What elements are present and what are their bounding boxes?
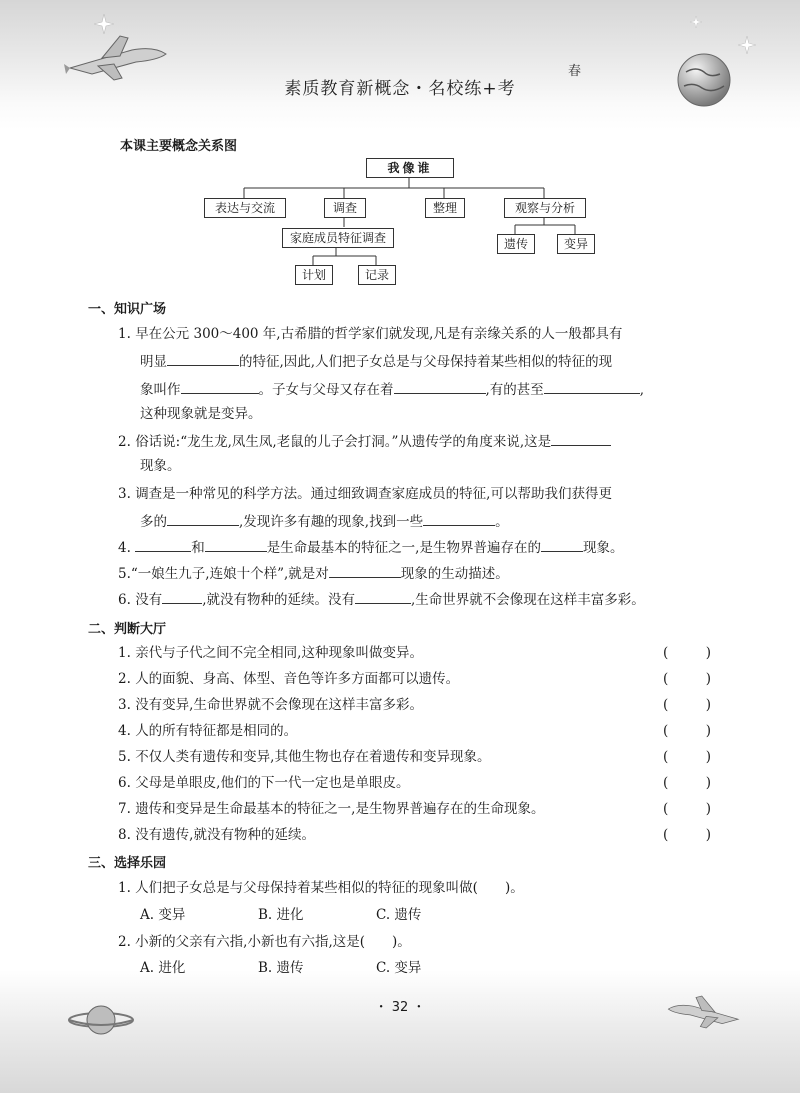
page-title: 素质教育新概念・名校练+考 bbox=[284, 79, 516, 99]
answer-parens[interactable]: ( ) bbox=[663, 801, 711, 817]
concept-node-plan: 计划 bbox=[295, 265, 333, 285]
choice-question-1: 1. 人们把子女总是与父母保持着某些相似的特征的现象叫做( )。 bbox=[118, 880, 524, 896]
q4-line: 4. 和 是生命最基本的特征之一,是生物界普遍存在的 现象。 bbox=[118, 536, 623, 558]
choice-question-2: 2. 小新的父亲有六指,小新也有六指,这是( )。 bbox=[118, 934, 411, 950]
q6-line: 6. 没有 ,就没有物种的延续。没有 ,生命世界就不会像现在这样丰富多彩。 bbox=[118, 588, 645, 610]
judge-item: 7. 遗传和变异是生命最基本的特征之一,是生物界普遍存在的生命现象。 bbox=[118, 801, 545, 817]
q1-line-4: 这种现象就是变异。 bbox=[140, 406, 262, 422]
answer-parens[interactable]: ( ) bbox=[663, 827, 711, 843]
q1-line-3: 象叫作 。子女与父母又存在着 ,有的甚至 , bbox=[140, 378, 644, 400]
concept-node-survey: 调查 bbox=[324, 198, 366, 218]
choice-option[interactable]: A. 进化 bbox=[140, 960, 186, 976]
choice-option[interactable]: C. 遗传 bbox=[376, 907, 422, 923]
q2-line-1: 2. 俗话说:“龙生龙,凤生凤,老鼠的儿子会打洞。”从遗传学的角度来说,这是 bbox=[118, 430, 611, 452]
answer-parens[interactable]: ( ) bbox=[663, 723, 711, 739]
q1-line-1: 1. 早在公元 300～400 年,古希腊的哲学家们就发现,凡是有亲缘关系的人一般都具有 bbox=[118, 326, 623, 342]
concept-node-organize: 整理 bbox=[425, 198, 465, 218]
judge-item: 1. 亲代与子代之间不完全相同,这种现象叫做变异。 bbox=[118, 645, 423, 661]
q2-line-2: 现象。 bbox=[140, 458, 181, 474]
fill-blank[interactable] bbox=[167, 350, 239, 366]
fill-blank[interactable] bbox=[551, 430, 611, 446]
concept-node-family: 家庭成员特征调查 bbox=[282, 228, 394, 248]
q3-line-1: 3. 调查是一种常见的科学方法。通过细致调查家庭成员的特征,可以帮助我们获得更 bbox=[118, 486, 612, 502]
judge-item: 6. 父母是单眼皮,他们的下一代一定也是单眼皮。 bbox=[118, 775, 410, 791]
concept-root: 我像谁 bbox=[366, 158, 454, 178]
answer-parens[interactable]: ( ) bbox=[663, 749, 711, 765]
concept-map-connectors bbox=[0, 0, 800, 300]
fill-blank[interactable] bbox=[541, 536, 583, 552]
fill-blank[interactable] bbox=[544, 378, 640, 394]
fill-blank[interactable] bbox=[181, 378, 259, 394]
answer-parens[interactable]: ( ) bbox=[663, 671, 711, 687]
judge-item: 2. 人的面貌、身高、体型、音色等许多方面都可以遗传。 bbox=[118, 671, 460, 687]
fill-blank[interactable] bbox=[135, 536, 191, 552]
q5-line: 5.“一娘生九子,连娘十个样”,就是对 现象的生动描述。 bbox=[118, 562, 509, 584]
season-label: 春 bbox=[568, 64, 582, 79]
judge-item: 5. 不仅人类有遗传和变异,其他生物也存在着遗传和变异现象。 bbox=[118, 749, 491, 765]
answer-parens[interactable]: ( ) bbox=[663, 775, 711, 791]
judge-item: 8. 没有遗传,就没有物种的延续。 bbox=[118, 827, 315, 843]
fill-blank[interactable] bbox=[394, 378, 486, 394]
concept-node-observe: 观察与分析 bbox=[504, 198, 586, 218]
fill-blank[interactable] bbox=[205, 536, 267, 552]
fill-blank[interactable] bbox=[167, 510, 239, 526]
q3-line-2: 多的 ,发现许多有趣的现象,找到一些 。 bbox=[140, 510, 509, 532]
answer-parens[interactable]: ( ) bbox=[663, 645, 711, 661]
judge-item: 4. 人的所有特征都是相同的。 bbox=[118, 723, 298, 739]
choice-option[interactable]: B. 遗传 bbox=[258, 960, 304, 976]
concept-node-variation: 变异 bbox=[557, 234, 595, 254]
section-choice-title: 三、选择乐园 bbox=[88, 856, 167, 871]
fill-blank[interactable] bbox=[162, 588, 202, 604]
choice-option[interactable]: A. 变异 bbox=[140, 907, 186, 923]
judge-item: 3. 没有变异,生命世界就不会像现在这样丰富多彩。 bbox=[118, 697, 423, 713]
section-judgement-title: 二、判断大厅 bbox=[88, 622, 167, 637]
fill-blank[interactable] bbox=[423, 510, 495, 526]
answer-parens[interactable]: ( ) bbox=[663, 697, 711, 713]
concept-node-record: 记录 bbox=[358, 265, 396, 285]
concept-node-express: 表达与交流 bbox=[204, 198, 286, 218]
fill-blank[interactable] bbox=[329, 562, 401, 578]
fill-blank[interactable] bbox=[355, 588, 411, 604]
section-knowledge-title: 一、知识广场 bbox=[88, 302, 167, 317]
concept-node-heredity: 遗传 bbox=[497, 234, 535, 254]
concept-map-title: 本课主要概念关系图 bbox=[120, 139, 238, 154]
choice-option[interactable]: B. 进化 bbox=[258, 907, 304, 923]
q1-line-2: 明显 的特征,因此,人们把子女总是与父母保持着某些相似的特征的现 bbox=[140, 350, 612, 372]
choice-option[interactable]: C. 变异 bbox=[376, 960, 422, 976]
page-number: ・ 32 ・ bbox=[374, 1000, 426, 1015]
